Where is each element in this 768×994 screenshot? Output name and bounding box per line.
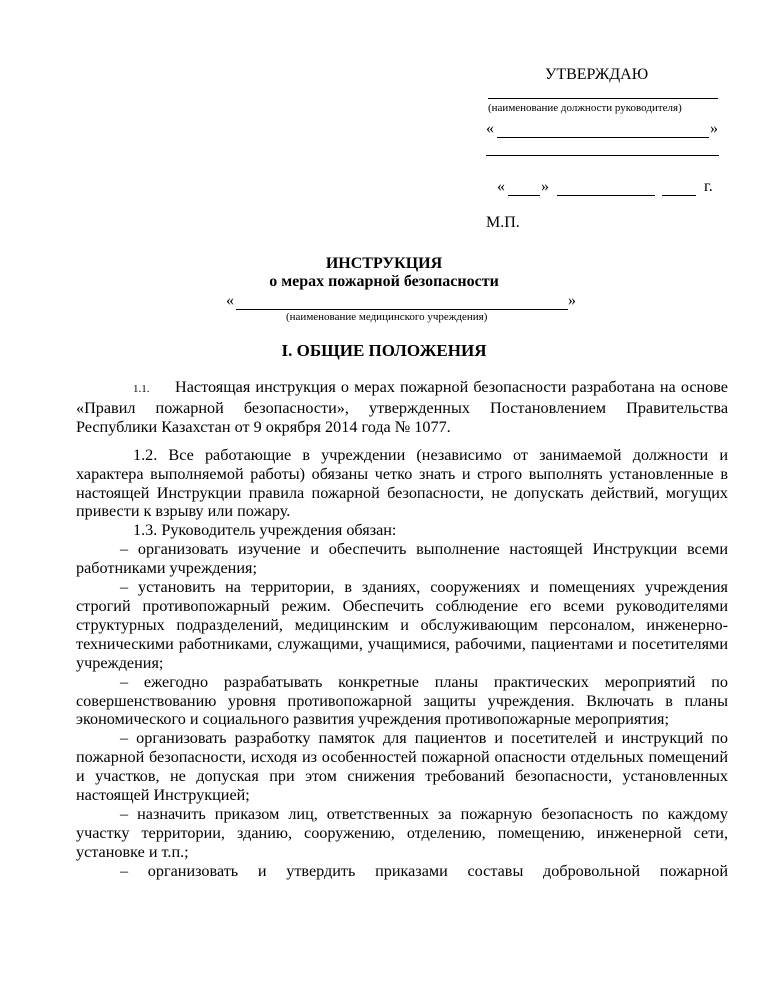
section-heading: I. ОБЩИЕ ПОЛОЖЕНИЯ <box>281 341 487 360</box>
institution-caption: (наименование медицинского учреждения) <box>286 311 488 323</box>
list-item: – организовать и утвердить приказами составы добровольной пожарной <box>120 861 728 880</box>
list-item: – организовать разработку памяток для пациентов и посетителей и инструкций по пожарной безопасности, исходя из особенностей пожарной опасности отдельных помещений и участков, не допуская при этом снижения требований безопасности, установленных настоящей Инструкцией; <box>76 729 728 805</box>
document-subtitle: о мерах пожарной безопасности <box>269 273 499 290</box>
signature-line <box>486 155 719 156</box>
date-close-quote: » <box>541 178 549 195</box>
date-month-line <box>557 195 655 196</box>
list-item: – установить на территории, в зданиях, сооружениях и помещениях учреждения строгий противопожарный режим. Обеспечить соблюдение его всеми руководителями структурных подразделений, медицинским и обслуживающим персоналом, инженерно-техническими работниками, служащими, учащимися, рабочими, пациентами и посетителями учреждения; <box>76 578 728 672</box>
paragraph-1-2: 1.2. Все работающие в учреждении (независимо от занимаемой должности и характера выполняемой работы) обязаны четко знать и строго выполнять установленные в настоящей Инструкции правила пожарной безопасности, не допускать действий, могущих привести к взрыву или пожару. <box>76 445 728 521</box>
approval-heading: УТВЕРЖДАЮ <box>545 66 649 83</box>
name-close-quote: » <box>710 120 718 137</box>
institution-line <box>236 309 568 310</box>
year-suffix: г. <box>704 178 713 195</box>
document-body <box>76 378 728 881</box>
date-year-line <box>662 195 696 196</box>
date-day-line <box>508 195 540 196</box>
list-item: – назначить приказом лиц, ответственных за пожарную безопасность по каждому участку территории, зданию, сооружению, отделению, помещению, инженерной сети, установке и т.п.; <box>76 804 728 861</box>
paragraph-1-3: 1.3. Руководитель учреждения обязан: <box>133 521 397 540</box>
document-title: ИНСТРУКЦИЯ <box>325 255 443 272</box>
name-open-quote: « <box>486 120 494 137</box>
position-line <box>488 98 718 99</box>
stamp-label: М.П. <box>486 214 520 231</box>
date-open-quote: « <box>497 178 505 195</box>
list-item: – организовать изучение и обеспечить выполнение настоящей Инструкции всеми работниками учреждения; <box>76 540 728 578</box>
institution-close-quote: » <box>568 292 576 309</box>
paragraph-text: Настоящая инструкция о мерах пожарной безопасности разработана на основе «Правил пожарной безопасности», утвержденных Постановлением Правительства Республики Казахстан от 9 окрября 2014 года № 1077. <box>76 378 728 436</box>
name-line <box>497 137 709 138</box>
position-caption: (наименование должности руководителя) <box>488 102 682 114</box>
institution-open-quote: « <box>226 292 234 309</box>
paragraph-number: 1.1. <box>133 383 150 395</box>
paragraph-1-1 <box>76 378 728 437</box>
list-item: – ежегодно разрабатывать конкретные планы практических мероприятий по совершенствованию уровня противопожарной защиты учреждения. Включать в планы экономического и социального развития учреждения противопожарные мероприятия; <box>76 672 728 729</box>
